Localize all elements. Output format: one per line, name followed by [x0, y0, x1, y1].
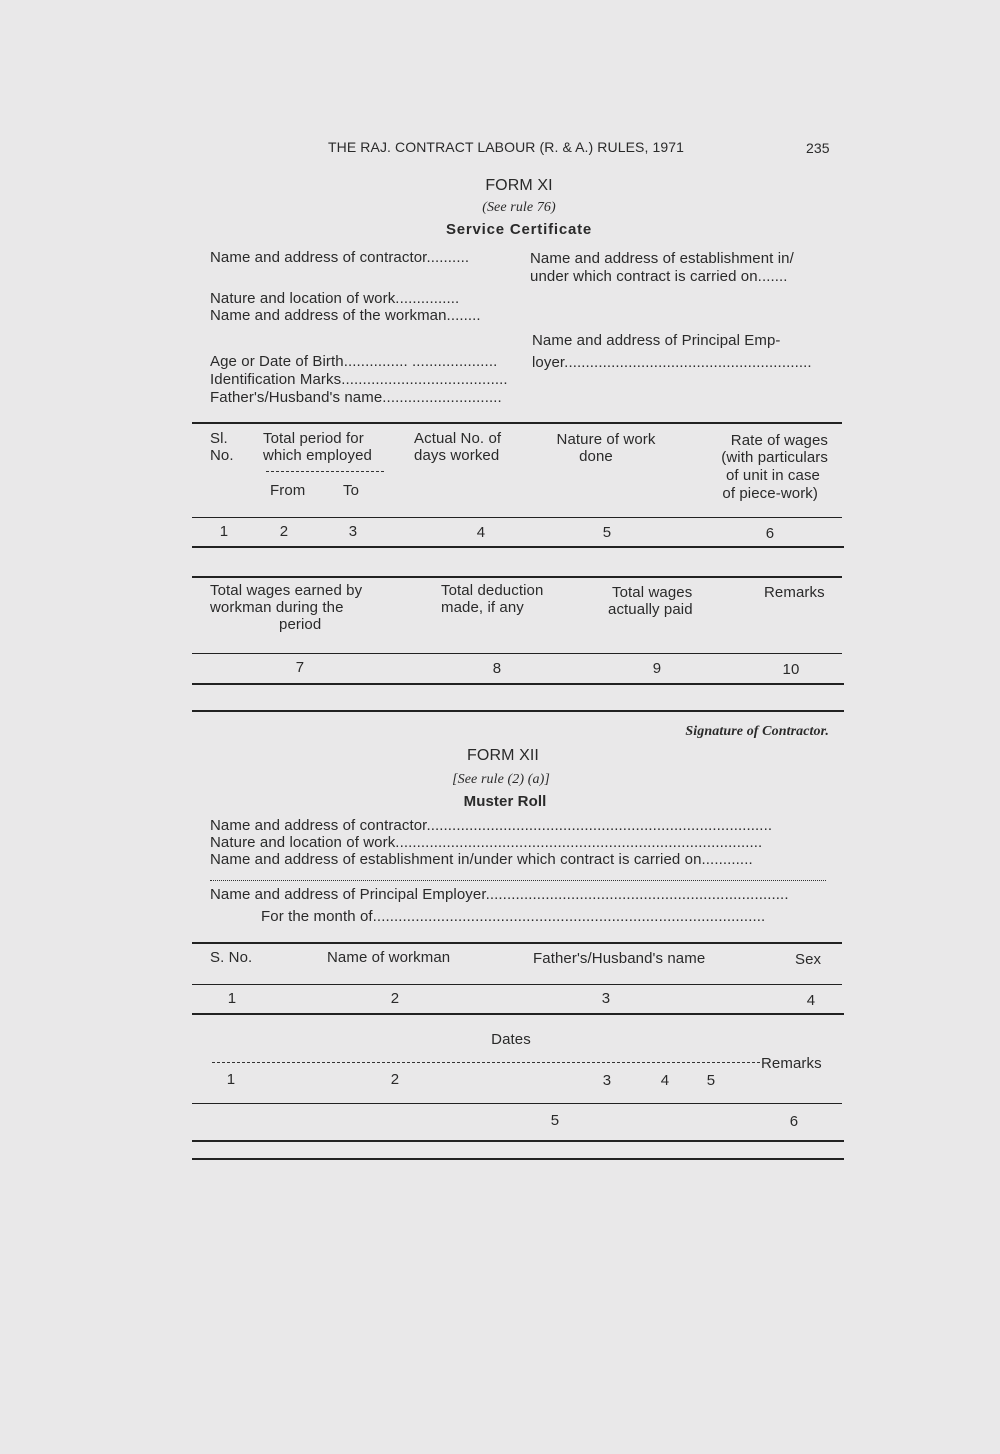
header-total-wages: Total wages	[612, 584, 693, 601]
field-identification: Identification Marks.......................................	[210, 371, 508, 388]
header-done: done	[579, 448, 613, 465]
form-xii-subtitle: Muster Roll	[463, 793, 547, 810]
table-rule	[192, 683, 844, 685]
field-workman: Name and address of the workman........	[210, 307, 481, 324]
table-rule	[192, 984, 842, 985]
table-rule	[192, 710, 844, 712]
header-rate-line-4: of piece-work)	[722, 485, 818, 502]
header-days-worked: days worked	[414, 447, 500, 464]
table-rule	[192, 517, 842, 518]
field-principal-1: Name and address of Principal Emp-	[532, 332, 781, 349]
date-number: 2	[390, 1071, 400, 1088]
header-nature-of-work: Nature of work	[556, 431, 656, 448]
blank-line	[210, 880, 826, 881]
header-no: No.	[210, 447, 234, 464]
table-rule	[192, 942, 842, 944]
table-rule	[192, 576, 842, 578]
date-number: 3	[602, 1072, 612, 1089]
header-from: From	[270, 482, 306, 499]
form-xi-title: FORM XI	[485, 177, 553, 194]
column-number: 1	[227, 990, 237, 1007]
field-nature-location: Nature and location of work...............	[210, 290, 460, 307]
date-number: 5	[706, 1072, 716, 1089]
column-number: 10	[782, 661, 800, 678]
header-s-no: S. No.	[210, 949, 253, 966]
header-rate-of-wages: Rate of wages	[730, 432, 828, 449]
date-number: 4	[660, 1072, 670, 1089]
column-number: 9	[652, 660, 662, 677]
field-contractor: Name and address of contractor..........	[210, 249, 470, 266]
header-sex: Sex	[795, 951, 822, 968]
field-establishment-1: Name and address of establishment in/	[530, 250, 794, 267]
period-divider	[266, 471, 384, 472]
field-contractor: Name and address of contractor.................................................................................	[210, 817, 773, 834]
dates-divider	[212, 1062, 760, 1063]
field-age: Age or Date of Birth............... ....................	[210, 353, 498, 370]
field-father: Father's/Husband's name............................	[210, 389, 502, 406]
column-number: 8	[492, 660, 502, 677]
table-rule	[192, 1158, 844, 1160]
page-number: 235	[806, 140, 830, 156]
header-actually-paid: actually paid	[608, 601, 693, 618]
header-period: period	[279, 616, 322, 633]
header-remarks: Remarks	[761, 1055, 822, 1072]
form-xii-title: FORM XII	[467, 747, 539, 764]
field-establishment: Name and address of establishment in/under which contract is carried on............	[210, 851, 753, 868]
column-number: 3	[601, 990, 611, 1007]
field-month: For the month of............................................................................................	[261, 908, 766, 925]
header-rate-line-2: (with particulars	[721, 449, 828, 466]
signature-of-contractor: Signature of Contractor.	[685, 724, 829, 739]
column-number: 5	[550, 1112, 560, 1129]
header-remarks: Remarks	[764, 584, 825, 601]
header-name-of-workman: Name of workman	[327, 949, 451, 966]
column-number: 7	[295, 659, 305, 676]
table-rule	[192, 653, 842, 654]
column-number: 6	[765, 525, 775, 542]
header-father-husband-name: Father's/Husband's name	[533, 950, 706, 967]
form-xii-rule: [See rule (2) (a)]	[452, 772, 550, 787]
field-principal-2: loyer..........................................................	[532, 354, 812, 371]
header-which-employed: which employed	[263, 447, 372, 464]
field-nature-location: Nature and location of work......................................................................................	[210, 834, 763, 851]
column-number: 6	[789, 1113, 799, 1130]
header-total-wages-earned: Total wages earned by	[210, 582, 363, 599]
header-actual-days: Actual No. of	[414, 430, 502, 447]
form-xi-rule: (See rule 76)	[482, 200, 556, 215]
header-workman-during: workman during the	[210, 599, 344, 616]
field-establishment-2: under which contract is carried on.......	[530, 268, 788, 285]
column-number: 4	[476, 524, 486, 541]
column-number: 4	[806, 992, 816, 1009]
table-rule	[192, 1013, 844, 1015]
table-rule	[192, 1140, 844, 1142]
header-total-deduction: Total deduction	[441, 582, 544, 599]
header-rate-line-3: of unit in case	[725, 467, 820, 484]
column-number: 1	[219, 523, 229, 540]
table-rule	[192, 1103, 842, 1104]
running-title: THE RAJ. CONTRACT LABOUR (R. & A.) RULES, 1971	[328, 139, 684, 155]
header-to: To	[343, 482, 360, 499]
column-number: 5	[602, 524, 612, 541]
form-xi-subtitle: Service Certificate	[445, 221, 593, 238]
column-number: 2	[390, 990, 400, 1007]
table-rule	[192, 546, 844, 548]
header-dates: Dates	[491, 1031, 531, 1048]
column-number: 2	[279, 523, 289, 540]
header-total-period: Total period for	[263, 430, 364, 447]
column-number: 3	[348, 523, 358, 540]
header-sl: Sl.	[210, 430, 228, 447]
field-principal-employer: Name and address of Principal Employer.......................................................................	[210, 886, 789, 903]
date-number: 1	[226, 1071, 236, 1088]
table-rule	[192, 422, 842, 424]
header-made-if-any: made, if any	[441, 599, 524, 616]
